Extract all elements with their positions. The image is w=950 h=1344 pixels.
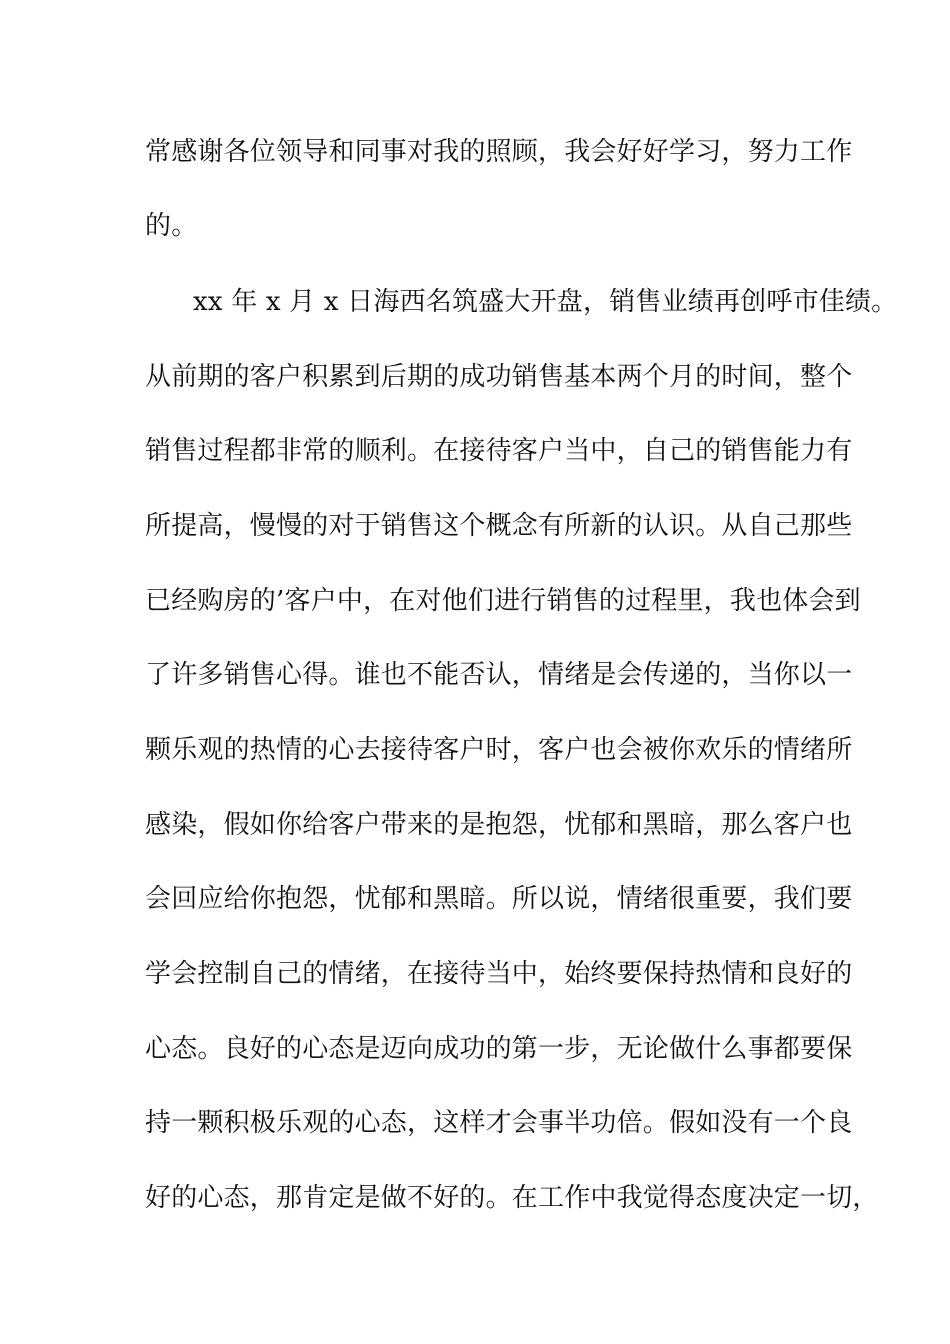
text-line-2: 的。 bbox=[145, 211, 198, 241]
text-line-13: 心态。良好的心态是迈向成功的第一步，无论做什么事都要保 bbox=[145, 1034, 853, 1064]
text-line-12: 学会控制自己的情绪，在接待当中，始终要保持热情和良好的 bbox=[145, 959, 853, 989]
text-line-14: 持一颗积极乐观的心态，这样才会事半功倍。假如没有一个良 bbox=[145, 1108, 853, 1138]
text-line-4: 从前期的客户积累到后期的成功销售基本两个月的时间，整个 bbox=[145, 362, 853, 392]
text-line-5: 销售过程都非常的顺利。在接待客户当中，自己的销售能力有 bbox=[145, 436, 853, 466]
text-line-9: 颗乐观的热情的心去接待客户时，客户也会被你欢乐的情绪所 bbox=[145, 735, 853, 765]
text-line-15: 好的心态，那肯定是做不好的。在工作中我觉得态度决定一切， bbox=[145, 1183, 879, 1213]
text-line-1: 常感谢各位领导和同事对我的照顾，我会好好学习，努力工作 bbox=[145, 137, 853, 167]
text-line-8: 了许多销售心得。谁也不能否认，情绪是会传递的，当你以一 bbox=[145, 660, 853, 690]
text-line-3: xx 年 x 月 x 日海西名筑盛大开盘，销售业绩再创呼市佳绩。 bbox=[193, 287, 898, 317]
text-line-7: 已经购房的’客户中，在对他们进行销售的过程里，我也体会到 bbox=[145, 586, 861, 616]
text-line-11: 会回应给你抱怨，忧郁和黑暗。所以说，情绪很重要，我们要 bbox=[145, 884, 853, 914]
text-line-10: 感染，假如你给客户带来的是抱怨，忧郁和黑暗，那么客户也 bbox=[145, 810, 853, 840]
text-line-6: 所提高，慢慢的对于销售这个概念有所新的认识。从自己那些 bbox=[145, 511, 853, 541]
